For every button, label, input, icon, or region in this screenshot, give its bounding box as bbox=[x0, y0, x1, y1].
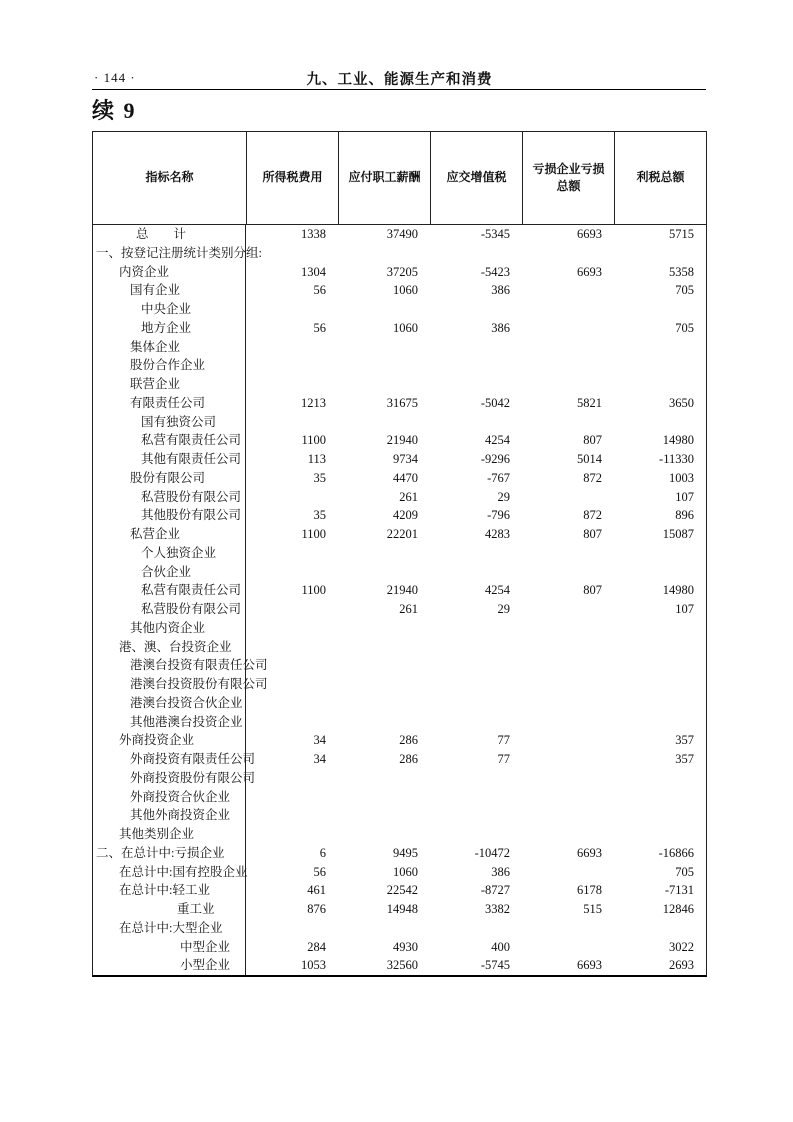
value-cell: 1053 bbox=[301, 958, 326, 973]
table-row bbox=[93, 750, 706, 769]
indicator-cell: 私营有限责任公司 bbox=[93, 581, 246, 600]
value-cell: 6693 bbox=[577, 958, 602, 973]
table-row bbox=[93, 394, 706, 413]
indicator-cell: 一、按登记注册统计类别分组: bbox=[93, 244, 246, 263]
value-cell: 12846 bbox=[662, 902, 694, 916]
value-cell: -10472 bbox=[474, 845, 510, 860]
value-cell: 37205 bbox=[386, 264, 418, 279]
table-row bbox=[93, 450, 706, 469]
table-row bbox=[93, 281, 706, 300]
value-cell bbox=[246, 563, 338, 582]
indicator-cell: 外商投资合伙企业 bbox=[93, 788, 246, 807]
indicator-cell: 总 计 bbox=[93, 225, 246, 244]
table-row bbox=[93, 600, 706, 619]
indicator-cell: 私营有限责任公司 bbox=[93, 431, 246, 450]
indicator-cell: 联营企业 bbox=[93, 375, 246, 394]
value-cell bbox=[246, 769, 338, 788]
value-cell: 35 bbox=[313, 508, 326, 523]
value-cell bbox=[522, 300, 614, 319]
value-cell: 400 bbox=[491, 939, 510, 954]
value-cell bbox=[522, 713, 614, 732]
value-cell bbox=[430, 694, 522, 713]
value-cell bbox=[246, 713, 338, 732]
value-cell: 35 bbox=[313, 470, 326, 485]
value-cell bbox=[522, 638, 614, 657]
value-cell bbox=[522, 938, 614, 957]
table-row bbox=[93, 956, 706, 975]
value-cell: 9495 bbox=[393, 845, 418, 860]
value-cell: 4209 bbox=[393, 508, 418, 523]
value-cell bbox=[246, 806, 338, 825]
value-cell: -9296 bbox=[480, 452, 510, 466]
indicator-cell: 二、在总计中:亏损企业 bbox=[93, 844, 246, 863]
value-cell: 29 bbox=[497, 489, 510, 504]
indicator-cell: 私营股份有限公司 bbox=[93, 600, 246, 619]
value-cell bbox=[246, 825, 338, 844]
value-cell: 15087 bbox=[662, 527, 694, 541]
value-cell: 876 bbox=[307, 902, 326, 916]
value-cell bbox=[522, 694, 614, 713]
value-cell bbox=[614, 919, 706, 938]
value-cell: 1060 bbox=[393, 283, 418, 298]
value-cell: 34 bbox=[313, 733, 326, 748]
indicator-cell: 在总计中:轻工业 bbox=[93, 881, 246, 900]
value-cell bbox=[338, 656, 430, 675]
table-row bbox=[93, 938, 706, 957]
value-cell bbox=[614, 563, 706, 582]
table-row bbox=[93, 225, 706, 244]
value-cell: 6178 bbox=[577, 883, 602, 898]
indicator-cell: 港澳台投资合伙企业 bbox=[93, 694, 246, 713]
indicator-cell: 重工业 bbox=[93, 900, 246, 919]
value-cell: 284 bbox=[307, 939, 326, 954]
value-cell: 4283 bbox=[485, 527, 510, 541]
value-cell bbox=[430, 769, 522, 788]
value-cell: 14980 bbox=[662, 433, 694, 448]
value-cell: -5423 bbox=[480, 264, 510, 279]
indicator-cell: 个人独资企业 bbox=[93, 544, 246, 563]
value-cell: 386 bbox=[491, 320, 510, 335]
value-cell: 4470 bbox=[393, 470, 418, 485]
value-cell: 386 bbox=[491, 864, 510, 879]
value-cell bbox=[522, 356, 614, 375]
value-cell bbox=[338, 300, 430, 319]
indicator-cell: 港澳台投资股份有限公司 bbox=[93, 675, 246, 694]
statistics-table bbox=[92, 131, 707, 977]
value-cell bbox=[338, 713, 430, 732]
value-cell: 872 bbox=[583, 470, 602, 485]
value-cell bbox=[522, 788, 614, 807]
value-cell bbox=[430, 788, 522, 807]
value-cell bbox=[614, 413, 706, 432]
value-cell: 1100 bbox=[301, 433, 326, 448]
value-cell bbox=[338, 244, 430, 263]
table-row bbox=[93, 413, 706, 432]
value-cell bbox=[338, 413, 430, 432]
value-cell: 5821 bbox=[577, 395, 602, 410]
value-cell bbox=[614, 656, 706, 675]
value-cell bbox=[338, 825, 430, 844]
value-cell: -767 bbox=[487, 470, 510, 485]
value-cell: 31675 bbox=[386, 395, 418, 410]
value-cell bbox=[338, 356, 430, 375]
value-cell: 3022 bbox=[669, 939, 694, 954]
value-cell: 107 bbox=[675, 602, 694, 616]
value-cell: 705 bbox=[675, 283, 694, 298]
value-cell bbox=[430, 244, 522, 263]
column-header: 应交增值税 bbox=[430, 132, 522, 224]
value-cell: 113 bbox=[307, 452, 326, 466]
value-cell: 22542 bbox=[386, 883, 418, 898]
table-row bbox=[93, 825, 706, 844]
value-cell bbox=[246, 413, 338, 432]
value-cell bbox=[614, 825, 706, 844]
value-cell: 5358 bbox=[669, 264, 694, 279]
value-cell bbox=[522, 769, 614, 788]
value-cell bbox=[338, 806, 430, 825]
value-cell: 286 bbox=[399, 752, 418, 766]
indicator-cell: 外商投资有限责任公司 bbox=[93, 750, 246, 769]
value-cell: 107 bbox=[675, 489, 694, 504]
value-cell bbox=[522, 825, 614, 844]
value-cell: 9734 bbox=[393, 452, 418, 466]
value-cell: -7131 bbox=[664, 883, 694, 898]
value-cell: 461 bbox=[307, 883, 326, 898]
value-cell: 5014 bbox=[577, 452, 602, 466]
value-cell bbox=[246, 656, 338, 675]
chapter-title: 九、工业、能源生产和消费 bbox=[306, 72, 493, 88]
value-cell bbox=[338, 788, 430, 807]
indicator-cell: 中央企业 bbox=[93, 300, 246, 319]
value-cell bbox=[522, 281, 614, 300]
header-rule bbox=[92, 89, 706, 90]
value-cell bbox=[522, 863, 614, 882]
value-cell: 6 bbox=[319, 845, 326, 860]
value-cell: -11330 bbox=[659, 452, 694, 466]
table-row bbox=[93, 881, 706, 900]
value-cell bbox=[338, 375, 430, 394]
value-cell: 1100 bbox=[301, 527, 326, 541]
value-cell bbox=[614, 713, 706, 732]
table-row bbox=[93, 806, 706, 825]
value-cell: 6693 bbox=[577, 264, 602, 279]
table-row bbox=[93, 525, 706, 544]
value-cell bbox=[614, 788, 706, 807]
value-cell bbox=[522, 319, 614, 338]
value-cell: 5715 bbox=[669, 227, 694, 241]
indicator-cell: 私营股份有限公司 bbox=[93, 488, 246, 507]
value-cell bbox=[430, 375, 522, 394]
value-cell: 807 bbox=[583, 527, 602, 541]
indicator-cell: 其他港澳台投资企业 bbox=[93, 713, 246, 732]
table-row bbox=[93, 713, 706, 732]
value-cell bbox=[246, 619, 338, 638]
table-row bbox=[93, 244, 706, 263]
indicator-cell: 有限责任公司 bbox=[93, 394, 246, 413]
value-cell: 14980 bbox=[662, 583, 694, 598]
table-row bbox=[93, 544, 706, 563]
value-cell bbox=[614, 769, 706, 788]
table-row bbox=[93, 731, 706, 750]
value-cell bbox=[614, 375, 706, 394]
value-cell bbox=[246, 338, 338, 357]
value-cell bbox=[246, 244, 338, 263]
value-cell bbox=[430, 825, 522, 844]
indicator-cell: 其他类别企业 bbox=[93, 825, 246, 844]
value-cell: 807 bbox=[583, 433, 602, 448]
value-cell bbox=[522, 375, 614, 394]
indicator-cell: 国有企业 bbox=[93, 281, 246, 300]
table-row bbox=[93, 581, 706, 600]
value-cell bbox=[614, 544, 706, 563]
value-cell bbox=[430, 413, 522, 432]
indicator-cell: 其他股份有限公司 bbox=[93, 506, 246, 525]
value-cell bbox=[614, 619, 706, 638]
value-cell bbox=[338, 563, 430, 582]
indicator-cell: 集体企业 bbox=[93, 338, 246, 357]
indicator-cell: 合伙企业 bbox=[93, 563, 246, 582]
value-cell: 1060 bbox=[393, 864, 418, 879]
value-cell: 32560 bbox=[386, 958, 418, 973]
indicator-cell: 股份合作企业 bbox=[93, 356, 246, 375]
value-cell: -796 bbox=[487, 508, 510, 523]
value-cell bbox=[430, 544, 522, 563]
indicator-cell: 其他外商投资企业 bbox=[93, 806, 246, 825]
column-header: 指标名称 bbox=[145, 170, 194, 185]
indicator-cell: 小型企业 bbox=[93, 956, 246, 975]
table-row bbox=[93, 431, 706, 450]
value-cell bbox=[522, 338, 614, 357]
value-cell: 34 bbox=[313, 752, 326, 766]
value-cell bbox=[614, 806, 706, 825]
table-row bbox=[93, 863, 706, 882]
table-row bbox=[93, 919, 706, 938]
value-cell bbox=[430, 563, 522, 582]
table-row bbox=[93, 900, 706, 919]
value-cell: 6693 bbox=[577, 227, 602, 241]
value-cell bbox=[338, 769, 430, 788]
value-cell: 56 bbox=[313, 864, 326, 879]
value-cell bbox=[430, 713, 522, 732]
value-cell: 3650 bbox=[669, 395, 694, 410]
value-cell: 705 bbox=[675, 864, 694, 879]
value-cell: 21940 bbox=[386, 433, 418, 448]
value-cell bbox=[430, 806, 522, 825]
table-row bbox=[93, 338, 706, 357]
value-cell bbox=[246, 675, 338, 694]
table-row bbox=[93, 675, 706, 694]
value-cell bbox=[614, 356, 706, 375]
value-cell bbox=[522, 619, 614, 638]
value-cell: 357 bbox=[675, 733, 694, 748]
table-row bbox=[93, 506, 706, 525]
indicator-cell: 港、澳、台投资企业 bbox=[93, 638, 246, 657]
indicator-cell: 外商投资企业 bbox=[93, 731, 246, 750]
value-cell: 1338 bbox=[301, 227, 326, 241]
indicator-cell: 港澳台投资有限责任公司 bbox=[93, 656, 246, 675]
value-cell: 4930 bbox=[393, 939, 418, 954]
value-cell bbox=[522, 919, 614, 938]
value-cell bbox=[522, 488, 614, 507]
value-cell bbox=[522, 731, 614, 750]
value-cell: -8727 bbox=[480, 883, 510, 898]
value-cell bbox=[522, 656, 614, 675]
indicator-cell: 内资企业 bbox=[93, 263, 246, 282]
indicator-cell: 地方企业 bbox=[93, 319, 246, 338]
value-cell bbox=[338, 919, 430, 938]
value-cell bbox=[522, 806, 614, 825]
value-cell bbox=[430, 619, 522, 638]
value-cell bbox=[338, 619, 430, 638]
value-cell: 386 bbox=[491, 283, 510, 298]
value-cell bbox=[430, 675, 522, 694]
value-cell bbox=[522, 675, 614, 694]
table-row bbox=[93, 788, 706, 807]
value-cell: 261 bbox=[399, 489, 418, 504]
value-cell: 21940 bbox=[386, 583, 418, 598]
value-cell: 56 bbox=[313, 320, 326, 335]
table-row bbox=[93, 638, 706, 657]
indicator-cell: 中型企业 bbox=[93, 938, 246, 957]
value-cell bbox=[522, 750, 614, 769]
value-cell bbox=[246, 488, 338, 507]
value-cell bbox=[614, 300, 706, 319]
value-cell: 2693 bbox=[669, 958, 694, 973]
value-cell: 77 bbox=[497, 733, 510, 748]
value-cell: 3382 bbox=[485, 902, 510, 916]
value-cell: 261 bbox=[399, 602, 418, 616]
value-cell bbox=[338, 694, 430, 713]
indicator-cell: 股份有限公司 bbox=[93, 469, 246, 488]
value-cell bbox=[246, 638, 338, 657]
indicator-cell: 私营企业 bbox=[93, 525, 246, 544]
value-cell bbox=[614, 694, 706, 713]
value-cell: 515 bbox=[583, 902, 602, 916]
column-header: 所得税费用 bbox=[246, 132, 338, 224]
page-number: · 144 · bbox=[94, 70, 136, 85]
value-cell: 896 bbox=[675, 508, 694, 523]
value-cell: 286 bbox=[399, 733, 418, 748]
table-row bbox=[93, 844, 706, 863]
value-cell bbox=[614, 338, 706, 357]
value-cell bbox=[430, 300, 522, 319]
value-cell: -5745 bbox=[480, 958, 510, 973]
table-row bbox=[93, 263, 706, 282]
value-cell: 77 bbox=[497, 752, 510, 766]
table-row bbox=[93, 300, 706, 319]
value-cell: 6693 bbox=[577, 845, 602, 860]
value-cell: 4254 bbox=[485, 583, 510, 598]
value-cell bbox=[430, 638, 522, 657]
value-cell: -5042 bbox=[480, 395, 510, 410]
value-cell bbox=[614, 675, 706, 694]
indicator-cell: 国有独资公司 bbox=[93, 413, 246, 432]
value-cell bbox=[522, 244, 614, 263]
value-cell bbox=[522, 563, 614, 582]
value-cell bbox=[338, 638, 430, 657]
value-cell bbox=[614, 244, 706, 263]
value-cell bbox=[614, 638, 706, 657]
table-row bbox=[93, 769, 706, 788]
value-cell: 1003 bbox=[669, 470, 694, 485]
table-row bbox=[93, 375, 706, 394]
value-cell bbox=[246, 919, 338, 938]
value-cell bbox=[338, 675, 430, 694]
value-cell: 14948 bbox=[386, 902, 418, 916]
value-cell bbox=[246, 788, 338, 807]
value-cell bbox=[246, 356, 338, 375]
value-cell bbox=[522, 413, 614, 432]
table-row bbox=[93, 694, 706, 713]
table-row bbox=[93, 656, 706, 675]
value-cell: 4254 bbox=[485, 433, 510, 448]
running-head bbox=[92, 66, 707, 90]
table-row bbox=[93, 469, 706, 488]
value-cell bbox=[338, 338, 430, 357]
column-header: 利税总额 bbox=[614, 132, 706, 224]
table-row bbox=[93, 319, 706, 338]
value-cell bbox=[246, 694, 338, 713]
table-header-row bbox=[92, 131, 707, 225]
column-header: 应付职工薪酬 bbox=[338, 132, 430, 224]
value-cell: 1213 bbox=[301, 395, 326, 410]
value-cell bbox=[430, 656, 522, 675]
indicator-cell: 其他内资企业 bbox=[93, 619, 246, 638]
indicator-cell: 在总计中:大型企业 bbox=[93, 919, 246, 938]
column-header: 亏损企业亏损总额 bbox=[522, 132, 614, 224]
value-cell: -5345 bbox=[480, 227, 510, 241]
value-cell: -16866 bbox=[658, 845, 694, 860]
value-cell: 56 bbox=[313, 283, 326, 298]
value-cell bbox=[246, 600, 338, 619]
value-cell: 1100 bbox=[301, 583, 326, 598]
value-cell bbox=[430, 338, 522, 357]
table-row bbox=[93, 619, 706, 638]
value-cell bbox=[338, 544, 430, 563]
indicator-cell: 在总计中:国有控股企业 bbox=[93, 863, 246, 882]
value-cell bbox=[522, 600, 614, 619]
value-cell: 29 bbox=[497, 602, 510, 616]
table-row bbox=[93, 356, 706, 375]
table-row bbox=[93, 488, 706, 507]
value-cell: 705 bbox=[675, 320, 694, 335]
value-cell: 1060 bbox=[393, 320, 418, 335]
value-cell bbox=[246, 300, 338, 319]
value-cell bbox=[522, 544, 614, 563]
value-cell bbox=[246, 544, 338, 563]
value-cell: 872 bbox=[583, 508, 602, 523]
value-cell: 1304 bbox=[301, 264, 326, 279]
value-cell: 37490 bbox=[386, 227, 418, 241]
value-cell bbox=[430, 356, 522, 375]
value-cell: 22201 bbox=[386, 527, 418, 541]
value-cell bbox=[246, 375, 338, 394]
table-row bbox=[93, 563, 706, 582]
indicator-cell: 其他有限责任公司 bbox=[93, 450, 246, 469]
value-cell bbox=[430, 919, 522, 938]
table-body bbox=[92, 225, 707, 977]
value-cell: 357 bbox=[675, 752, 694, 766]
table-title: 续 9 bbox=[92, 98, 137, 123]
value-cell: 807 bbox=[583, 583, 602, 598]
indicator-cell: 外商投资股份有限公司 bbox=[93, 769, 246, 788]
